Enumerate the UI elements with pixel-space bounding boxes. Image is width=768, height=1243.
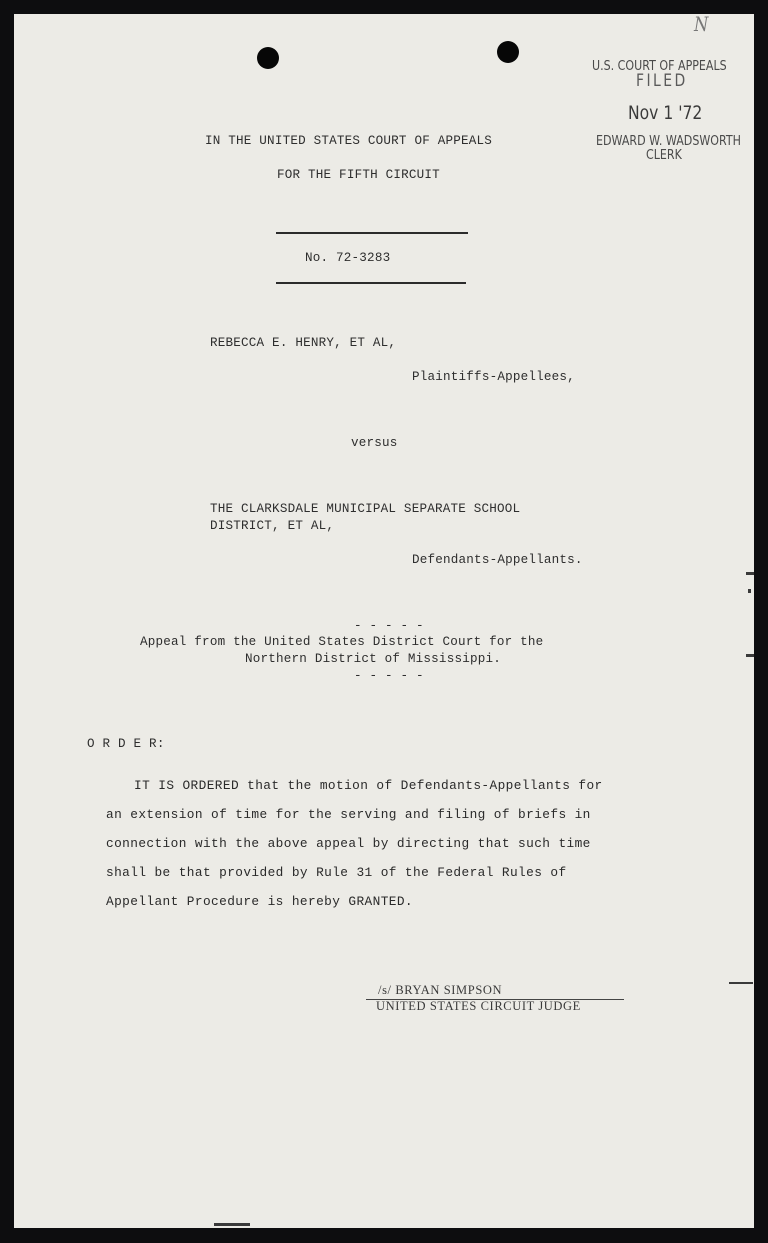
order-line-3: connection with the above appeal by directing that such time	[106, 836, 591, 851]
case-number: No. 72-3283	[305, 251, 391, 265]
order-line-1: IT IS ORDERED that the motion of Defendants-Appellants for	[134, 778, 603, 793]
stamp-clerk-name: EDWARD W. WADSWORTH	[596, 133, 741, 149]
punch-hole-right	[497, 41, 519, 63]
defendant-role: Defendants-Appellants.	[412, 553, 583, 567]
stamp-clerk-title: CLERK	[646, 147, 682, 163]
stamp-court: U.S. COURT OF APPEALS	[592, 58, 727, 74]
plaintiff-role: Plaintiffs-Appellees,	[412, 370, 575, 384]
stamp-initials: N	[694, 12, 709, 36]
appeal-line1: Appeal from the United States District Court for the	[140, 635, 544, 649]
stamp-filed: FILED	[636, 71, 688, 91]
separator-bottom: - - - - -	[354, 669, 424, 683]
punch-hole-left	[257, 47, 279, 69]
court-title: IN THE UNITED STATES COURT OF APPEALS	[205, 134, 493, 148]
signature-name: /s/ BRYAN SIMPSON	[378, 983, 503, 997]
signature-title: UNITED STATES CIRCUIT JUDGE	[376, 999, 581, 1013]
order-line-5: Appellant Procedure is hereby GRANTED.	[106, 894, 414, 909]
order-line-2: an extension of time for the serving and filing of briefs in	[106, 807, 591, 822]
divider-top	[276, 232, 468, 234]
document-page	[14, 14, 754, 1228]
order-heading: O R D E R:	[87, 737, 165, 751]
plaintiff-name: REBECCA E. HENRY, ET AL,	[210, 336, 397, 350]
bottom-mark	[214, 1223, 250, 1226]
edge-mark	[729, 982, 753, 984]
divider-bottom	[276, 282, 466, 284]
versus-text: versus	[351, 436, 398, 450]
circuit-title: FOR THE FIFTH CIRCUIT	[277, 168, 440, 182]
appeal-line2: Northern District of Mississippi.	[245, 652, 501, 666]
defendant-name-line1: THE CLARKSDALE MUNICIPAL SEPARATE SCHOOL	[210, 502, 521, 516]
separator-top: - - - - -	[354, 619, 424, 633]
stamp-date: Nov 1 '72	[628, 102, 703, 124]
order-line-4: shall be that provided by Rule 31 of the Federal Rules of	[106, 865, 567, 880]
edge-mark	[746, 572, 754, 575]
defendant-name-line2: DISTRICT, ET AL,	[210, 519, 335, 533]
edge-mark	[746, 654, 754, 657]
edge-mark	[748, 589, 751, 593]
